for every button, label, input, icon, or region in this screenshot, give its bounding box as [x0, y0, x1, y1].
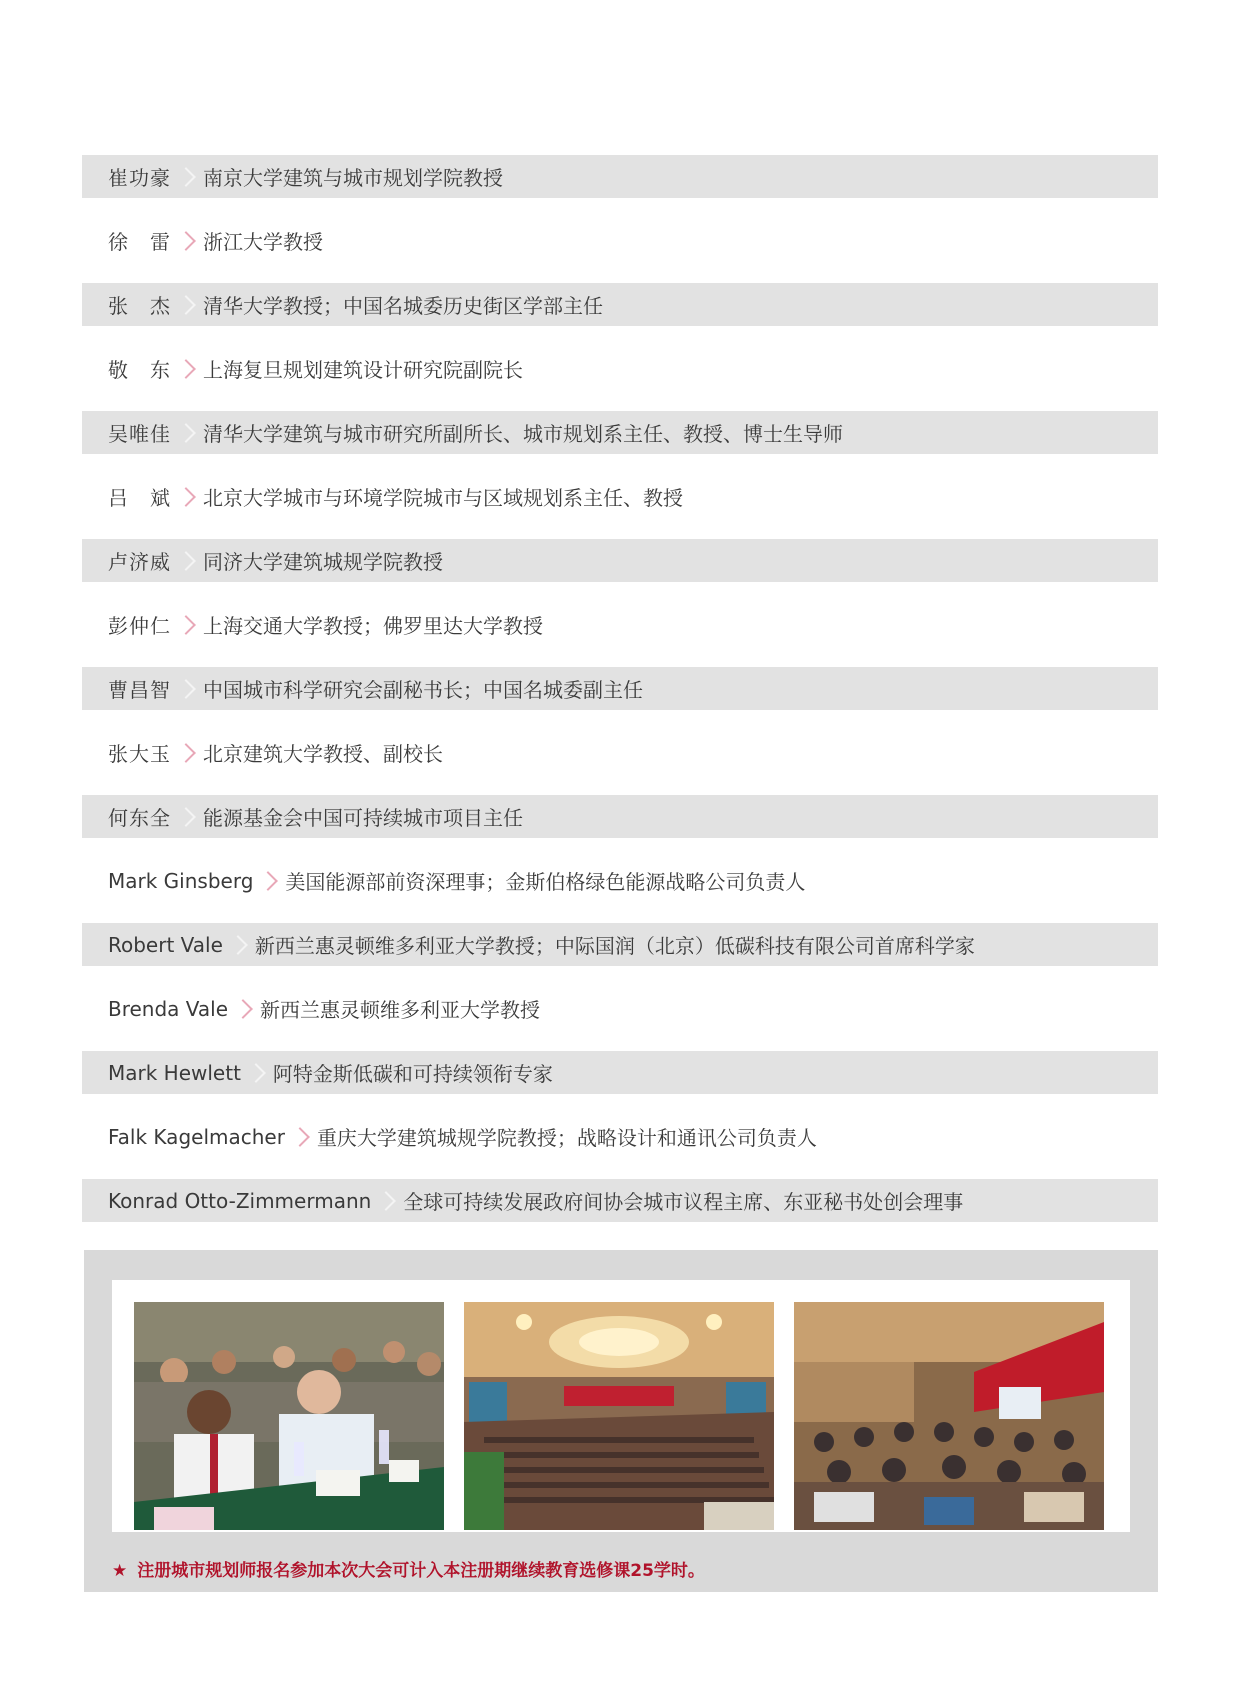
chevron-right-icon	[246, 1063, 266, 1083]
speaker-name: 吴唯佳	[108, 422, 171, 446]
chevron-right-icon	[176, 743, 196, 763]
speaker-row	[82, 795, 1158, 838]
speaker-row	[82, 283, 1158, 326]
speaker-title: 重庆大学建筑城规学院教授；战略设计和通讯公司负责人	[316, 1126, 817, 1150]
conference-photo-seated-delegates	[134, 1302, 444, 1530]
chevron-right-icon	[376, 1191, 396, 1211]
speaker-title: 美国能源部前资深理事；金斯伯格绿色能源战略公司负责人	[285, 870, 806, 894]
speaker-title: 北京建筑大学教授、副校长	[203, 742, 443, 766]
cpd-credit-text: 注册城市规划师报名参加本次大会可计入本注册期继续教育选修课25学时。	[137, 1561, 705, 1581]
speaker-row	[82, 347, 1158, 390]
speaker-title: 清华大学教授；中国名城委历史街区学部主任	[203, 294, 603, 318]
cpd-credit-note	[112, 1556, 705, 1581]
speaker-row	[82, 1179, 1158, 1222]
speaker-name: 卢济威	[108, 550, 171, 574]
speaker-row	[82, 987, 1158, 1030]
chevron-right-icon	[176, 615, 196, 635]
speaker-row	[82, 219, 1158, 262]
speaker-name: 徐 雷	[108, 230, 171, 254]
speaker-row	[82, 539, 1158, 582]
speaker-title: 能源基金会中国可持续城市项目主任	[203, 806, 523, 830]
chevron-right-icon	[176, 487, 196, 507]
speaker-row	[82, 155, 1158, 198]
speaker-row	[82, 1115, 1158, 1158]
speaker-name: 何东全	[108, 806, 171, 830]
chevron-right-icon	[176, 231, 196, 251]
chevron-right-icon	[228, 935, 248, 955]
speaker-title: 全球可持续发展政府间协会城市议程主席、东亚秘书处创会理事	[403, 1190, 964, 1214]
speaker-list	[82, 155, 1158, 1243]
speaker-name: 张大玉	[108, 742, 171, 766]
chevron-right-icon	[176, 551, 196, 571]
speaker-row	[82, 1051, 1158, 1094]
conference-photo-hall-audience	[464, 1302, 774, 1530]
chevron-right-icon	[258, 871, 278, 891]
speaker-name: Mark Ginsberg	[108, 868, 254, 893]
speaker-name: 张 杰	[108, 294, 171, 318]
speaker-title: 浙江大学教授	[203, 230, 323, 254]
speaker-title: 上海交通大学教授；佛罗里达大学教授	[203, 614, 543, 638]
speaker-name: 崔功豪	[108, 166, 171, 190]
speaker-title: 北京大学城市与环境学院城市与区域规划系主任、教授	[203, 486, 683, 510]
chevron-right-icon	[176, 295, 196, 315]
speaker-title: 上海复旦规划建筑设计研究院副院长	[203, 358, 523, 382]
speaker-row	[82, 411, 1158, 454]
speaker-title: 阿特金斯低碳和可持续领衔专家	[272, 1062, 553, 1086]
speaker-name: 彭仲仁	[108, 614, 171, 638]
chevron-right-icon	[233, 999, 253, 1019]
speaker-name: Konrad Otto-Zimmermann	[108, 1188, 372, 1213]
speaker-row	[82, 475, 1158, 518]
speaker-title: 新西兰惠灵顿维多利亚大学教授	[260, 998, 541, 1022]
speaker-title: 同济大学建筑城规学院教授	[203, 550, 443, 574]
speaker-title: 中国城市科学研究会副秘书长；中国名城委副主任	[203, 678, 643, 702]
speaker-row	[82, 667, 1158, 710]
speaker-title: 清华大学建筑与城市研究所副所长、城市规划系主任、教授、博士生导师	[203, 422, 843, 446]
speaker-row	[82, 603, 1158, 646]
speaker-name: 曹昌智	[108, 678, 171, 702]
speaker-title: 南京大学建筑与城市规划学院教授	[203, 166, 503, 190]
speaker-name: Brenda Vale	[108, 996, 229, 1021]
photo-frame	[112, 1280, 1130, 1532]
speaker-row	[82, 859, 1158, 902]
chevron-right-icon	[290, 1127, 310, 1147]
chevron-right-icon	[176, 359, 196, 379]
speaker-row	[82, 731, 1158, 774]
speaker-name: 吕 斌	[108, 486, 171, 510]
speaker-name: Falk Kagelmacher	[108, 1124, 285, 1149]
star-icon: ★	[112, 1561, 128, 1581]
speaker-name: Robert Vale	[108, 932, 223, 957]
speaker-name: Mark Hewlett	[108, 1060, 241, 1085]
chevron-right-icon	[176, 807, 196, 827]
chevron-right-icon	[176, 167, 196, 187]
conference-photo-crowded-session	[794, 1302, 1104, 1530]
speaker-title: 新西兰惠灵顿维多利亚大学教授；中际国润（北京）低碳科技有限公司首席科学家	[254, 934, 975, 958]
photo-panel	[84, 1250, 1158, 1592]
chevron-right-icon	[176, 423, 196, 443]
speaker-name: 敬 东	[108, 358, 171, 382]
speaker-row	[82, 923, 1158, 966]
chevron-right-icon	[176, 679, 196, 699]
